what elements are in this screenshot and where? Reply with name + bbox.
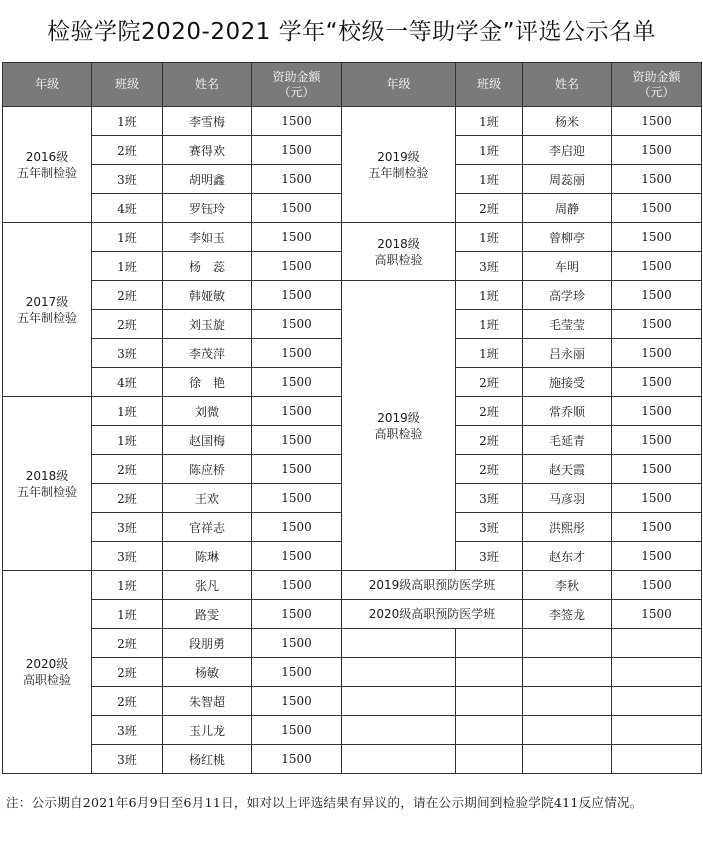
empty-cell xyxy=(342,629,456,658)
empty-cell xyxy=(612,716,702,745)
header-row xyxy=(3,63,702,107)
student-name-cell: 刘玉旋 xyxy=(163,310,252,339)
class-cell: 2班 xyxy=(92,281,163,310)
amount-cell: 1500 xyxy=(612,194,702,223)
grade-cell: 2019级 五年制检验 xyxy=(342,107,456,223)
header-grade: 年级 xyxy=(3,63,92,107)
student-name-cell: 李启迎 xyxy=(523,136,612,165)
student-name-cell: 刘微 xyxy=(163,397,252,426)
empty-cell xyxy=(612,745,702,774)
class-cell: 2班 xyxy=(92,484,163,513)
class-cell: 1班 xyxy=(456,107,523,136)
header-name-right: 姓名 xyxy=(523,63,612,107)
amount-cell: 1500 xyxy=(612,107,702,136)
empty-cell xyxy=(612,658,702,687)
header-class: 班级 xyxy=(92,63,163,107)
table-row xyxy=(3,629,702,658)
grade-cell: 2019级 高职检验 xyxy=(342,281,456,571)
student-name-cell: 胡明鑫 xyxy=(163,165,252,194)
student-name-cell: 杨米 xyxy=(523,107,612,136)
amount-cell: 1500 xyxy=(612,252,702,281)
student-name-cell: 玉儿龙 xyxy=(163,716,252,745)
empty-cell xyxy=(342,687,456,716)
empty-cell xyxy=(523,716,612,745)
amount-cell: 1500 xyxy=(252,571,342,600)
amount-cell: 1500 xyxy=(612,339,702,368)
class-cell: 3班 xyxy=(92,339,163,368)
amount-cell: 1500 xyxy=(612,223,702,252)
empty-cell xyxy=(342,716,456,745)
amount-cell: 1500 xyxy=(252,223,342,252)
student-name-cell: 施接受 xyxy=(523,368,612,397)
student-name-cell: 赛得欢 xyxy=(163,136,252,165)
table-row xyxy=(3,745,702,774)
table-row xyxy=(3,571,702,600)
amount-cell: 1500 xyxy=(252,426,342,455)
grade-cell: 2018级 高职检验 xyxy=(342,223,456,281)
table-row xyxy=(3,281,702,310)
table-row xyxy=(3,600,702,629)
student-name-cell: 赵天霞 xyxy=(523,455,612,484)
student-name-cell: 韩娅敏 xyxy=(163,281,252,310)
amount-cell: 1500 xyxy=(252,252,342,281)
student-name-cell: 李秋 xyxy=(523,571,612,600)
student-name-cell: 陈琳 xyxy=(163,542,252,571)
empty-cell xyxy=(612,629,702,658)
student-name-cell: 马彦羽 xyxy=(523,484,612,513)
header-amount: 资助金额 （元） xyxy=(252,63,342,107)
empty-cell xyxy=(523,658,612,687)
header-class-right: 班级 xyxy=(456,63,523,107)
empty-cell xyxy=(456,629,523,658)
page-title: 检验学院2020-2021 学年“校级一等助学金”评选公示名单 xyxy=(46,19,656,45)
class-cell: 2班 xyxy=(456,368,523,397)
class-cell: 1班 xyxy=(456,136,523,165)
student-name-cell: 洪熙彤 xyxy=(523,513,612,542)
empty-cell xyxy=(456,745,523,774)
student-name-cell: 路雯 xyxy=(163,600,252,629)
amount-cell: 1500 xyxy=(612,513,702,542)
student-name-cell: 李茂萍 xyxy=(163,339,252,368)
class-cell: 4班 xyxy=(92,194,163,223)
class-cell: 2班 xyxy=(92,310,163,339)
student-name-cell: 毛延青 xyxy=(523,426,612,455)
class-cell: 1班 xyxy=(456,339,523,368)
empty-cell xyxy=(523,687,612,716)
amount-cell: 1500 xyxy=(252,136,342,165)
class-cell: 2班 xyxy=(92,658,163,687)
notice-text: 注：公示期自2021年6月9日至6月11日，如对以上评选结果有异议的，请在公示期间到检验学院411反应情况。 xyxy=(6,795,643,810)
empty-cell xyxy=(456,687,523,716)
amount-cell: 1500 xyxy=(612,426,702,455)
special-class-cell: 2019级高职预防医学班 xyxy=(342,571,523,600)
class-cell: 3班 xyxy=(456,252,523,281)
header-name: 姓名 xyxy=(163,63,252,107)
student-name-cell: 杨 蕊 xyxy=(163,252,252,281)
grade-cell: 2020级 高职检验 xyxy=(3,571,92,774)
amount-cell: 1500 xyxy=(612,310,702,339)
amount-cell: 1500 xyxy=(612,165,702,194)
amount-cell: 1500 xyxy=(252,542,342,571)
student-name-cell: 赵国梅 xyxy=(163,426,252,455)
empty-cell xyxy=(456,658,523,687)
student-name-cell: 王欢 xyxy=(163,484,252,513)
student-name-cell: 段朋勇 xyxy=(163,629,252,658)
student-name-cell: 周蕊丽 xyxy=(523,165,612,194)
student-name-cell: 毛莹莹 xyxy=(523,310,612,339)
student-name-cell: 官祥志 xyxy=(163,513,252,542)
amount-cell: 1500 xyxy=(612,600,702,629)
class-cell: 4班 xyxy=(92,368,163,397)
student-name-cell: 曾柳亭 xyxy=(523,223,612,252)
amount-cell: 1500 xyxy=(252,513,342,542)
class-cell: 1班 xyxy=(456,165,523,194)
class-cell: 1班 xyxy=(92,571,163,600)
amount-cell: 1500 xyxy=(612,484,702,513)
special-class-cell: 2020级高职预防医学班 xyxy=(342,600,523,629)
class-cell: 1班 xyxy=(92,252,163,281)
student-name-cell: 杨红桃 xyxy=(163,745,252,774)
class-cell: 3班 xyxy=(92,165,163,194)
grade-cell: 2016级 五年制检验 xyxy=(3,107,92,223)
table-row xyxy=(3,658,702,687)
class-cell: 1班 xyxy=(92,600,163,629)
student-name-cell: 车明 xyxy=(523,252,612,281)
amount-cell: 1500 xyxy=(252,368,342,397)
class-cell: 3班 xyxy=(92,745,163,774)
amount-cell: 1500 xyxy=(612,397,702,426)
amount-cell: 1500 xyxy=(612,455,702,484)
class-cell: 1班 xyxy=(92,223,163,252)
amount-cell: 1500 xyxy=(252,658,342,687)
roster-table xyxy=(2,62,702,774)
grade-cell: 2018级 五年制检验 xyxy=(3,397,92,571)
student-name-cell: 李如玉 xyxy=(163,223,252,252)
class-cell: 1班 xyxy=(456,223,523,252)
amount-cell: 1500 xyxy=(252,629,342,658)
amount-cell: 1500 xyxy=(252,600,342,629)
class-cell: 2班 xyxy=(456,397,523,426)
class-cell: 1班 xyxy=(92,397,163,426)
empty-cell xyxy=(612,687,702,716)
empty-cell xyxy=(523,629,612,658)
table-row xyxy=(3,687,702,716)
empty-cell xyxy=(523,745,612,774)
class-cell: 3班 xyxy=(456,542,523,571)
header-amount-right: 资助金额 （元） xyxy=(612,63,702,107)
class-cell: 1班 xyxy=(92,107,163,136)
table-row xyxy=(3,107,702,136)
amount-cell: 1500 xyxy=(612,571,702,600)
class-cell: 3班 xyxy=(456,513,523,542)
student-name-cell: 徐 艳 xyxy=(163,368,252,397)
amount-cell: 1500 xyxy=(252,745,342,774)
amount-cell: 1500 xyxy=(252,281,342,310)
amount-cell: 1500 xyxy=(252,484,342,513)
student-name-cell: 杨敏 xyxy=(163,658,252,687)
class-cell: 1班 xyxy=(456,310,523,339)
grade-cell: 2017级 五年制检验 xyxy=(3,223,92,397)
student-name-cell: 吕永丽 xyxy=(523,339,612,368)
class-cell: 3班 xyxy=(456,484,523,513)
empty-cell xyxy=(342,745,456,774)
student-name-cell: 李雪梅 xyxy=(163,107,252,136)
student-name-cell: 常乔顺 xyxy=(523,397,612,426)
class-cell: 2班 xyxy=(456,426,523,455)
student-name-cell: 陈应桥 xyxy=(163,455,252,484)
class-cell: 2班 xyxy=(92,629,163,658)
class-cell: 3班 xyxy=(92,716,163,745)
student-name-cell: 李签龙 xyxy=(523,600,612,629)
class-cell: 3班 xyxy=(92,513,163,542)
student-name-cell: 周静 xyxy=(523,194,612,223)
amount-cell: 1500 xyxy=(612,136,702,165)
amount-cell: 1500 xyxy=(612,281,702,310)
amount-cell: 1500 xyxy=(612,542,702,571)
student-name-cell: 罗钰玲 xyxy=(163,194,252,223)
amount-cell: 1500 xyxy=(252,194,342,223)
table-row xyxy=(3,223,702,252)
empty-cell xyxy=(456,716,523,745)
class-cell: 2班 xyxy=(92,455,163,484)
student-name-cell: 朱智超 xyxy=(163,687,252,716)
amount-cell: 1500 xyxy=(252,687,342,716)
amount-cell: 1500 xyxy=(252,339,342,368)
amount-cell: 1500 xyxy=(252,165,342,194)
amount-cell: 1500 xyxy=(252,455,342,484)
class-cell: 2班 xyxy=(92,136,163,165)
class-cell: 2班 xyxy=(456,194,523,223)
amount-cell: 1500 xyxy=(252,310,342,339)
class-cell: 1班 xyxy=(92,426,163,455)
student-name-cell: 赵东才 xyxy=(523,542,612,571)
amount-cell: 1500 xyxy=(252,397,342,426)
amount-cell: 1500 xyxy=(612,368,702,397)
header-grade-right: 年级 xyxy=(342,63,456,107)
class-cell: 2班 xyxy=(456,455,523,484)
table-row xyxy=(3,716,702,745)
student-name-cell: 高学珍 xyxy=(523,281,612,310)
amount-cell: 1500 xyxy=(252,107,342,136)
class-cell: 3班 xyxy=(92,542,163,571)
empty-cell xyxy=(342,658,456,687)
class-cell: 1班 xyxy=(456,281,523,310)
student-name-cell: 张凡 xyxy=(163,571,252,600)
amount-cell: 1500 xyxy=(252,716,342,745)
class-cell: 2班 xyxy=(92,687,163,716)
